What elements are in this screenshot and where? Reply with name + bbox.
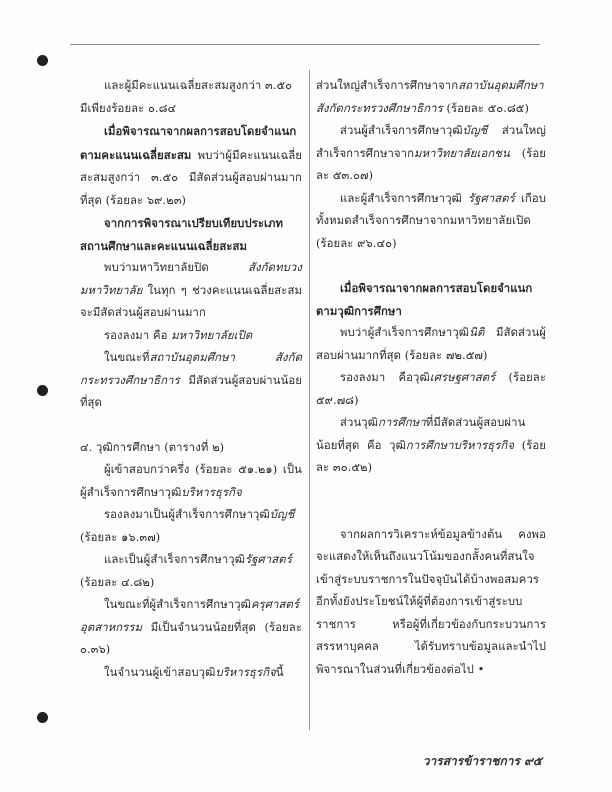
- text-line: มีเพียงร้อยละ ๐.๘๔: [80, 101, 177, 115]
- text-run: ในขณะที่: [104, 351, 150, 364]
- text-run: และผู้สำเร็จการศึกษาวุฒิ: [340, 191, 469, 205]
- paragraph: [316, 367, 546, 412]
- text-run: (ร้อยละ ๕๐.๘๕): [442, 101, 529, 115]
- text-run: รองลงมาเป็นผู้สำเร็จการศึกษาวุฒิ: [104, 508, 270, 521]
- text-run: รองลงมา คือวุฒิ: [340, 371, 430, 384]
- italic-term: เศรษฐศาสตร์: [429, 371, 496, 384]
- italic-term: สถาบันอุดมศึกษา สังกัดกระทรวงศึกษาธิการ: [80, 351, 302, 387]
- italic-term: บริหารธุรกิจ: [181, 485, 242, 499]
- bold-heading: เมื่อพิจารณาจากผลการสอบโดยจำแนกตามวุฒิการศึกษา: [316, 281, 533, 318]
- text-run: พบว่าผู้มีคะแนนเฉลี่ยสะสมสูงกว่า ๓.๕๐ มีสัดส่วนผู้สอบผ่านมากที่สุด (ร้อยละ ๖๙.๒๓): [80, 148, 302, 207]
- text-run: ส่วนใหญ่สำเร็จการศึกษาจาก: [316, 79, 459, 92]
- top-rule: [70, 44, 540, 45]
- paragraph: [316, 322, 546, 367]
- right-column: [316, 75, 546, 681]
- binder-hole-bottom: [37, 712, 48, 723]
- column-divider: [309, 70, 310, 730]
- binder-hole-middle: [37, 385, 48, 396]
- paragraph: [80, 325, 302, 348]
- text-run: ส่วนผู้สำเร็จการศึกษาวุฒิ: [340, 124, 463, 137]
- text-run: (ร้อยละ ๕๙.๗๘): [316, 371, 546, 407]
- text-run: นี้: [275, 665, 284, 679]
- paragraph: [316, 75, 546, 120]
- italic-term: การศึกษาบริหารธุรกิจ: [405, 438, 515, 452]
- paragraph: [80, 662, 302, 685]
- italic-term: มหาวิทยาลัยเอกชน: [414, 146, 510, 160]
- text-run: มีสัดส่วนผู้สอบผ่านมากที่สุด (ร้อยละ ๗๒.๕๗): [316, 326, 546, 362]
- text-line: และผู้มีคะแนนเฉลี่ยสะสมสูงกว่า ๓.๕๐: [104, 79, 293, 92]
- section-heading: [80, 437, 302, 460]
- left-column: [80, 75, 302, 684]
- paragraph: [316, 412, 546, 480]
- text-run: พบว่าผู้สำเร็จการศึกษาวุฒิ: [340, 326, 470, 339]
- paragraph: [80, 347, 302, 415]
- paragraph: [316, 120, 546, 188]
- italic-term: บัญชี: [462, 124, 488, 137]
- binder-hole-top: [37, 55, 48, 66]
- italic-term: รัฐศาสตร์: [245, 553, 292, 566]
- text-run: ในจำนวนผู้เข้าสอบวุฒิ: [104, 665, 216, 679]
- text-run: ที่มีสัดส่วนผู้สอบผ่านน้อยที่สุด คือ วุฒิ: [316, 416, 526, 452]
- paragraph: [80, 120, 302, 212]
- paragraph: [316, 188, 546, 256]
- italic-term: สังกัดทบวงมหาวิทยาลัย: [80, 261, 302, 297]
- text-run: ในทุก ๆ ช่วงคะแนนเฉลี่ยสะสม จะมีสัดส่วนผู้สอบผ่านมาก: [80, 283, 302, 319]
- italic-term: มหาวิทยาลัยเปิด: [171, 328, 253, 342]
- italic-term: นิติ: [469, 326, 485, 339]
- text-run: (ร้อยละ ๑๖.๓๗): [80, 530, 161, 544]
- italic-term: บริหารธุรกิจ: [215, 665, 276, 679]
- text-run: ในขณะที่ผู้สำเร็จการศึกษาวุฒิ: [104, 598, 251, 611]
- text-run: ผู้เข้าสอบกว่าครึ่ง (ร้อยละ ๕๑.๒๑) เป็นผู้สำเร็จการศึกษาวุฒิ: [80, 463, 302, 499]
- italic-term: รัฐศาสตร์: [468, 191, 515, 205]
- italic-term: การศึกษา: [378, 416, 426, 429]
- text-run: ส่วนวุฒิ: [340, 416, 379, 429]
- conclusion-paragraph: จากผลการวิเคราะห์ข้อมูลข้างต้น คงพอจะแสดงให้เห็นถึงแนวโน้มของกลัังคนที่สนใจเข้าสู่ระบบราชการในปัจจุบันได้บ้างพอสมควร อีกทั้งยังประโยชน์ให้ผู้ที่ต้องการเข้าสู่ระบบราชการ หรือผู้ที่เกี่ยวข้องกับกระบวนการสรรหาบุคคล ได้รับทราบข้อมูลและนำไปพิจารณาในส่วนที่เกี่ยวข้องต่อไป •: [316, 527, 546, 676]
- bold-heading: จากการพิจารณาเปรียบเทียบประเภทสถานศึกษาและคะแนนเฉลี่ยสะสม: [80, 216, 284, 253]
- text-run: ส่วนใหญ่สำเร็จการศึกษาจาก: [316, 124, 546, 160]
- italic-term: สถาบันอุดมศึกษา สังกัดกระทรวงศึกษาธิการ: [316, 79, 544, 115]
- text-run: (ร้อยละ ๕๓.๐๗): [316, 146, 546, 182]
- bold-heading: เมื่อพิจารณาจากผลการสอบโดยจำแนกตามคะแนนเฉลี่ยสะสม: [80, 124, 297, 162]
- page-footer: วารสารข้าราชการ ๙๕: [422, 754, 542, 768]
- section-title: ๔. วุฒิการศึกษา: [80, 440, 161, 454]
- italic-term: ครุศาสตร์อุตสาหกรรม: [80, 598, 300, 634]
- paragraph: [80, 594, 302, 662]
- paragraph: [80, 257, 302, 325]
- paragraph: [80, 459, 302, 504]
- text-run: รองลงมา คือ: [104, 328, 172, 342]
- text-run: เกือบทั้งหมดสำเร็จการศึกษาจากมหาวิทยาลัยเปิด (ร้อยละ ๙๖.๔๐): [316, 191, 546, 250]
- text-run: และเป็นผู้สำเร็จการศึกษาวุฒิ: [104, 553, 246, 566]
- text-run: มีสัดส่วนผู้สอบผ่านน้อยที่สุด: [80, 373, 302, 409]
- text-run: พบว่ามหาวิทยาลัยปิด: [104, 261, 249, 274]
- italic-term: บัญชี: [269, 508, 295, 521]
- text-run: (ร้อยละ ๓๐.๕๒): [316, 438, 546, 474]
- table-reference: (ตารางที่ ๒): [160, 440, 225, 454]
- paragraph: [80, 75, 302, 120]
- text-run: (ร้อยละ ๔.๘๒): [80, 575, 155, 589]
- paragraph: [80, 504, 302, 549]
- paragraph: [80, 549, 302, 594]
- text-run: มีเป็นจำนวนน้อยที่สุด (ร้อยละ ๐.๓๖): [80, 620, 302, 656]
